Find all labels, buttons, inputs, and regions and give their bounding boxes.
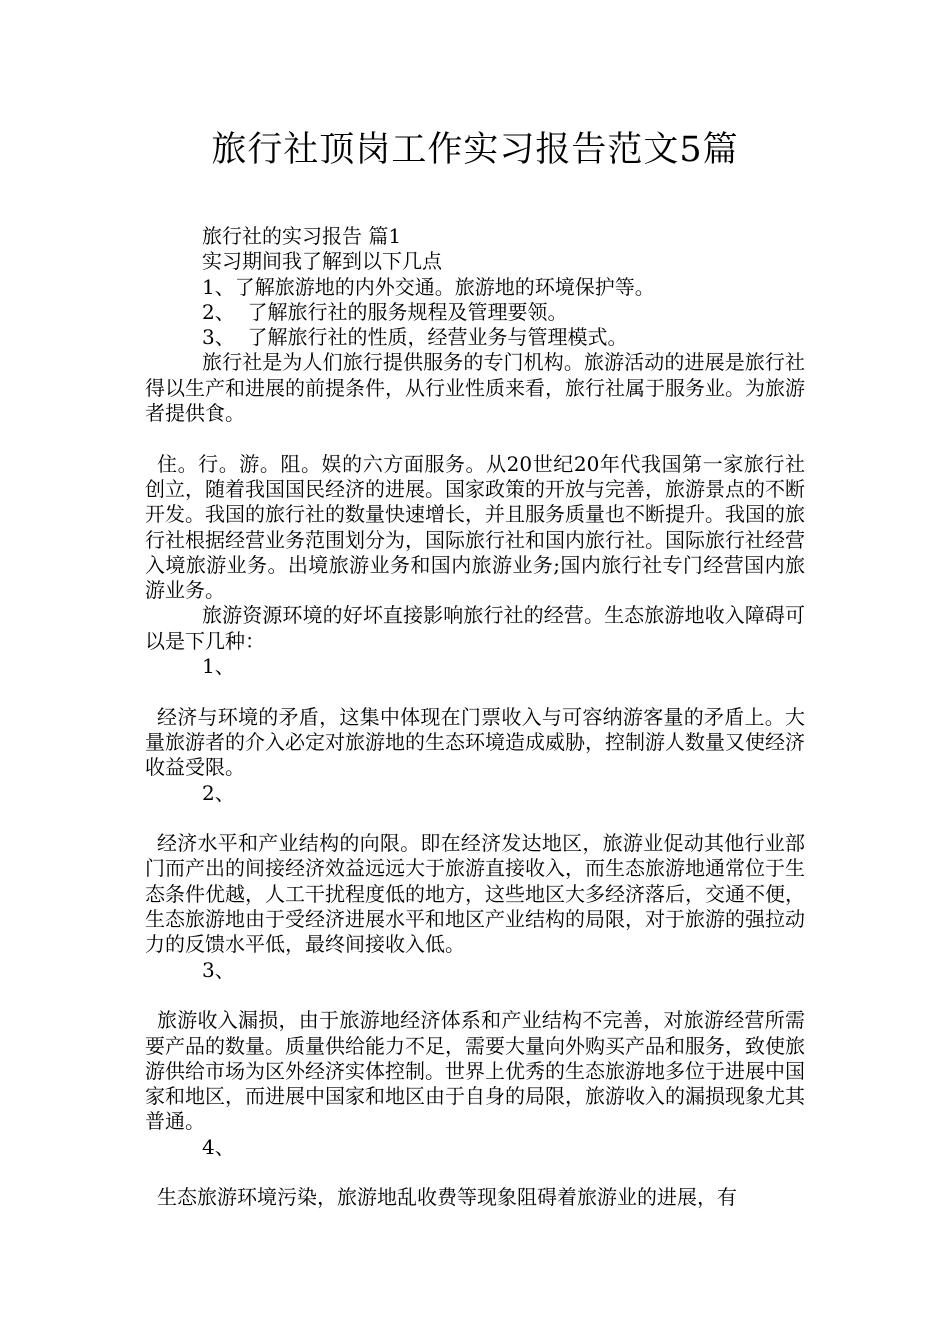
list-number: 1、 [202,654,235,679]
paragraph: 旅游收入漏损，由于旅游地经济体系和产业结构不完善，对旅游经营所需要产品的数量。质量供给能力不足，需要大量向外购买产品和服务，致使旅游供给市场为区外经济实体控制。世界上优秀的生态旅游地多位于进展中国家和地区，而进展中国家和地区由于自身的局限，旅游收入的漏损现象尤其普通。 [145,1008,805,1134]
paragraph-gap [145,426,805,451]
paragraph-gap [145,679,805,704]
paragraph: 经济水平和产业结构的向限。即在经济发达地区，旅游业促动其他行业部门而产出的间接经济效益远远大于旅游直接收入，而生态旅游地通常位于生态条件优越，人工干扰程度低的地方，这些地区大多经济落后，交通不便，生态旅游地由于受经济进展水平和地区产业结构的局限，对于旅游的强拉动力的反馈水平低，最终间接收入低。 [145,831,805,957]
list-item: 1、了解旅游地的内外交通。旅游地的环境保护等。 [202,274,655,299]
paragraph: 住。行。游。阻。娱的六方面服务。从20世纪20年代我国第一家旅行社创立，随着我国国民经济的进展。国家政策的开放与完善，旅游景点的不断开发。我国的旅行社的数量快速增长，并且服务质量也不断提升。我国的旅行社根据经营业务范围划分为，国际旅行社和国内旅行社。国际旅行社经营入境旅游业务。出境旅游业务和国内旅游业务;国内旅行社专门经营国内旅游业务。 [145,451,805,603]
paragraph: 实习期间我了解到以下几点 [202,249,442,274]
list-item: 2、 了解旅行社的服务规程及管理要领。 [202,299,568,324]
list-item: 3、 了解旅行社的性质，经营业务与管理模式。 [202,325,628,350]
paragraph: 旅游资源环境的好坏直接影响旅行社的经营。生态旅游地收入障碍可以是下几种： [145,603,805,653]
document-body [145,224,805,1211]
list-number: 2、 [202,780,235,805]
paragraph: 生态旅游环境污染，旅游地乱收费等现象阻碍着旅游业的进展，有 [157,1185,737,1210]
paragraph-gap [145,806,805,831]
list-number: 4、 [202,1134,235,1159]
paragraph-gap [145,1160,805,1185]
document-title: 旅行社顶岗工作实习报告范文5篇 [211,130,739,170]
paragraph: 旅行社是为人们旅行提供服务的专门机构。旅游活动的进展是旅行社得以生产和进展的前提条件，从行业性质来看，旅行社属于服务业。为旅游者提供食。 [145,350,805,426]
section-heading: 旅行社的实习报告 篇1 [202,224,402,248]
list-number: 3、 [202,957,235,982]
paragraph-gap [145,983,805,1008]
paragraph: 经济与环境的矛盾，这集中体现在门票收入与可容纳游客量的矛盾上。大量旅游者的介入必定对旅游地的生态环境造成威胁，控制游人数量又使经济收益受限。 [145,704,805,780]
